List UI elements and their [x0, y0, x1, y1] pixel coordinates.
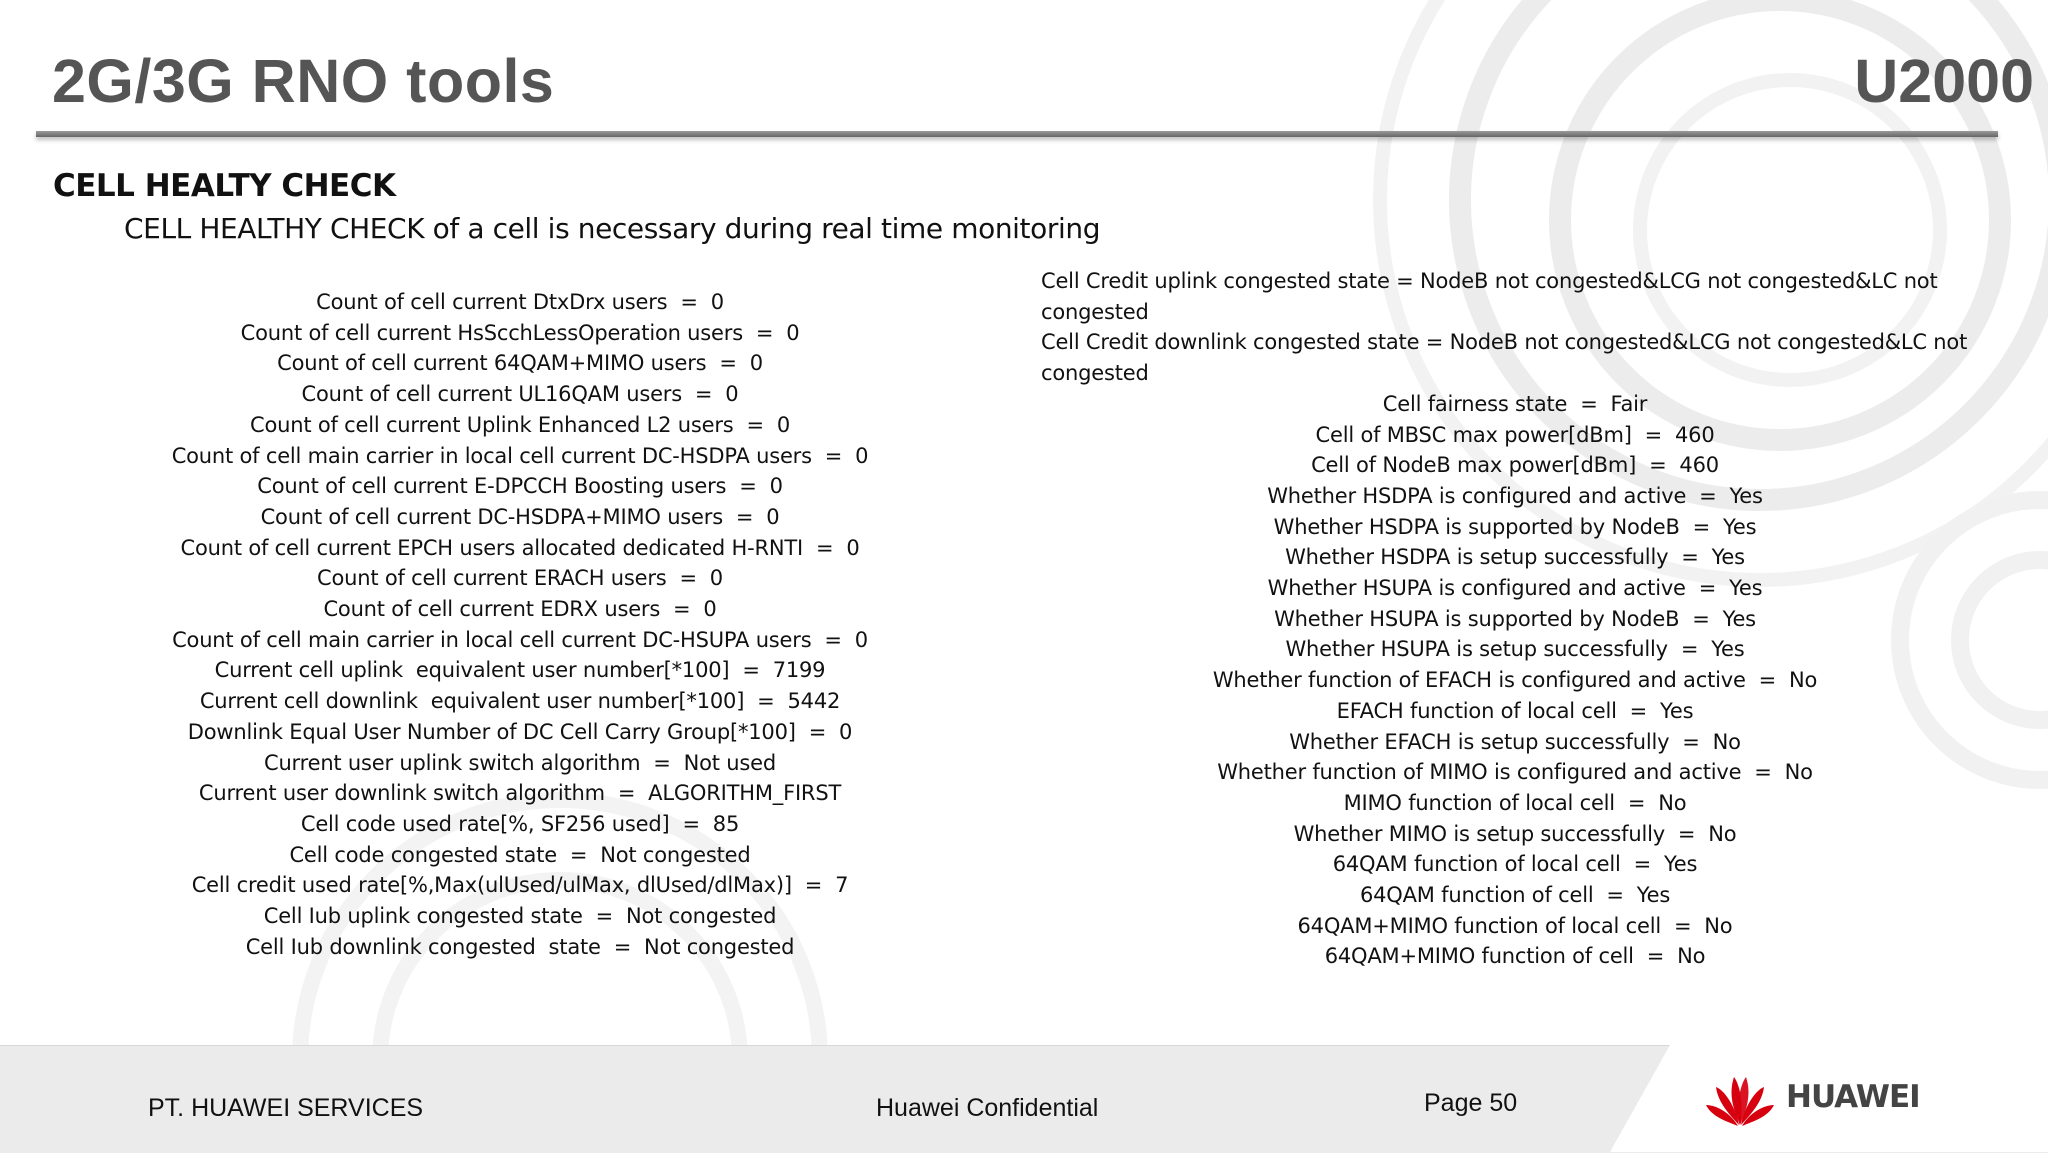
- metric-line: MIMO function of local cell = No: [1343, 790, 1687, 815]
- metric-line: Count of cell current DC-HSDPA+MIMO users = 0: [260, 504, 780, 529]
- metric-line: Count of cell current Uplink Enhanced L2 users = 0: [250, 412, 790, 437]
- section-heading: CELL HEALTY CHECK: [53, 168, 396, 204]
- metric-line: Cell credit used rate[%,Max(ulUsed/ulMax, dlUsed/dlMax)] = 7: [191, 873, 849, 898]
- metric-line: 64QAM function of local cell = Yes: [1332, 852, 1698, 877]
- metric-line: Whether HSDPA is setup successfully = Yes: [1285, 545, 1745, 570]
- metric-line: Whether MIMO is setup successfully = No: [1293, 821, 1737, 846]
- footer-company: PT. HUAWEI SERVICES: [148, 1094, 424, 1122]
- metric-line: Count of cell current 64QAM+MIMO users = 0: [277, 351, 763, 376]
- metric-line: Cell code congested state = Not congested: [289, 842, 751, 867]
- metric-line: Downlink Equal User Number of DC Cell Carry Group[*100] = 0: [187, 719, 853, 744]
- huawei-logo: [1704, 1071, 1936, 1127]
- metric-line: Whether HSUPA is supported by NodeB = Yes: [1274, 606, 1756, 631]
- section-subheading: CELL HEALTHY CHECK of a cell is necessary during real time monitoring: [124, 212, 1101, 245]
- metric-line: Whether function of MIMO is configured and active = No: [1217, 760, 1813, 785]
- metric-line: Current user uplink switch algorithm = Not used: [263, 750, 776, 775]
- metric-line: Count of cell main carrier in local cell current DC-HSDPA users = 0: [171, 443, 869, 468]
- metric-line: Whether HSUPA is setup successfully = Yes: [1285, 637, 1745, 662]
- metric-line: Cell Iub uplink congested state = Not congested: [263, 904, 777, 929]
- metric-line: EFACH function of local cell = Yes: [1336, 698, 1694, 723]
- metric-line: Cell code used rate[%, SF256 used] = 85: [300, 811, 740, 836]
- metric-line: Whether HSUPA is configured and active = Yes: [1267, 576, 1763, 601]
- metric-line: Whether EFACH is setup successfully = No: [1289, 729, 1741, 754]
- metric-line: Cell fairness state = Fair: [1382, 391, 1648, 416]
- right-metrics-list: [1035, 266, 1995, 972]
- metric-line: Cell of NodeB max power[dBm] = 460: [1311, 453, 1719, 478]
- metric-line: Current cell downlink equivalent user number[*100] = 5442: [199, 689, 841, 714]
- footer-confidential: Huawei Confidential: [876, 1094, 1099, 1122]
- metric-line: 64QAM+MIMO function of local cell = No: [1297, 913, 1733, 938]
- metric-line: Cell Iub downlink congested state = Not congested: [245, 934, 795, 959]
- huawei-wordmark: HUAWEI: [1786, 1079, 1920, 1115]
- product-name: U2000: [1854, 47, 2034, 115]
- huawei-petal-icon: [1704, 1071, 1776, 1127]
- metric-line: 64QAM function of cell = Yes: [1359, 883, 1671, 908]
- metric-line: Current cell uplink equivalent user number[*100] = 7199: [214, 658, 826, 683]
- metric-line: Cell of MBSC max power[dBm] = 460: [1315, 422, 1715, 447]
- metric-line: Count of cell current ERACH users = 0: [317, 566, 723, 591]
- metric-line: Count of cell current EPCH users allocated dedicated H-RNTI = 0: [180, 535, 860, 560]
- metric-line: 64QAM+MIMO function of cell = No: [1324, 944, 1706, 969]
- metric-line: Cell Credit uplink congested state = NodeB not congested&LCG not congested&LC not congested: [1041, 269, 1938, 324]
- page-number: Page 50: [1424, 1089, 1518, 1117]
- metric-line: Cell Credit downlink congested state = NodeB not congested&LCG not congested&LC not congested: [1041, 330, 1968, 386]
- metric-line: Whether HSDPA is supported by NodeB = Yes: [1273, 514, 1757, 539]
- metric-line: Whether HSDPA is configured and active = Yes: [1267, 483, 1763, 508]
- metric-line: Count of cell current DtxDrx users = 0: [316, 290, 724, 314]
- title-divider: [36, 131, 1998, 137]
- metric-line: Count of cell current EDRX users = 0: [323, 597, 717, 622]
- metric-line: Count of cell main carrier in local cell current DC-HSUPA users = 0: [172, 627, 868, 652]
- left-metrics-list: [40, 287, 1000, 962]
- metric-line: Whether function of EFACH is configured and active = No: [1212, 668, 1818, 693]
- slide-title: 2G/3G RNO tools: [52, 47, 555, 115]
- metric-line: Count of cell current UL16QAM users = 0: [301, 382, 739, 407]
- metric-line: Count of cell current E-DPCCH Boosting users = 0: [257, 474, 783, 499]
- metric-line: Current user downlink switch algorithm = ALGORITHM_FIRST: [198, 781, 842, 806]
- metric-line: Count of cell current HsScchLessOperation users = 0: [240, 320, 800, 345]
